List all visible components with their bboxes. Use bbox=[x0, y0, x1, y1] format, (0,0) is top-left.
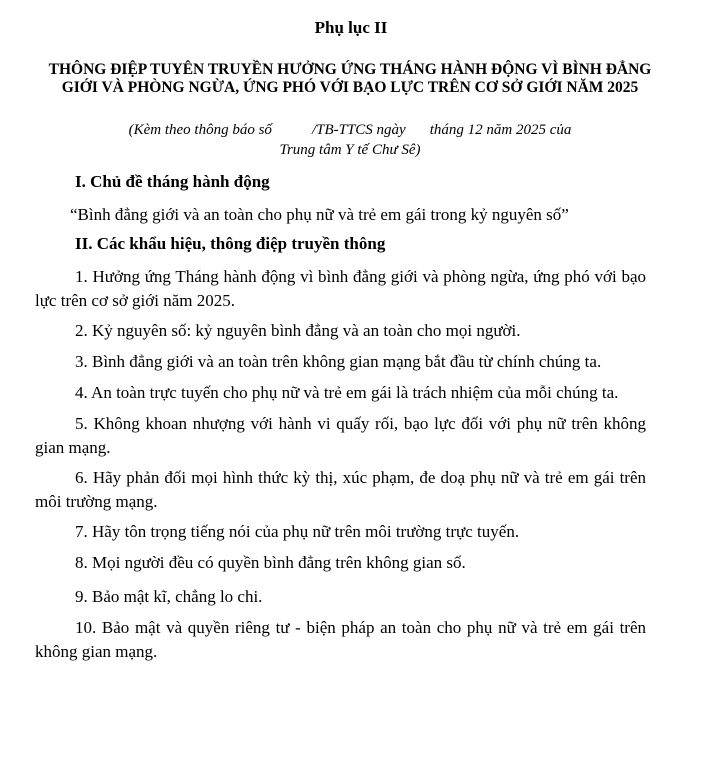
note-part-3: tháng 12 năm 2025 của bbox=[429, 122, 572, 138]
document-title: THÔNG ĐIỆP TUYÊN TRUYỀN HƯỞNG ỨNG THÁNG HÀNH ĐỘNG VÌ BÌNH ĐẲNG GIỚI VÀ PHÒNG NGỪA, ỨNG PHÓ VỚI BẠO LỰC TRÊN CƠ SỞ GIỚI NĂM 2025 bbox=[48, 61, 652, 96]
note-part-2: /TB-TTCS ngày bbox=[311, 122, 406, 138]
slogan-item: 2. Kỷ nguyên số: kỷ nguyên bình đẳng và an toàn cho mọi người. bbox=[75, 321, 521, 340]
slogan-item: 7. Hãy tôn trọng tiếng nói của phụ nữ trên môi trường trực tuyến. bbox=[75, 522, 520, 541]
slogan-item: 9. Bảo mật kĩ, chẳng lo chi. bbox=[75, 587, 263, 606]
slogan-item: 1. Hưởng ứng Tháng hành động vì bình đẳng giới và phòng ngừa, ứng phó với bạo lực trên cơ sở giới năm 2025. bbox=[35, 267, 646, 310]
slogan-item: 8. Mọi người đều có quyền bình đẳng trên không gian số. bbox=[75, 553, 466, 572]
slogan-item: 6. Hãy phản đối mọi hình thức kỳ thị, xúc phạm, đe doạ phụ nữ và trẻ em gái trên môi trường mạng. bbox=[35, 468, 646, 511]
note-line-2: Trung tâm Y tế Chư Sê) bbox=[279, 142, 421, 158]
theme-text: “Bình đẳng giới và an toàn cho phụ nữ và trẻ em gái trong kỷ nguyên số” bbox=[70, 205, 569, 224]
section-2-heading: II. Các khẩu hiệu, thông điệp truyền thông bbox=[75, 234, 386, 253]
slogan-item: 10. Bảo mật và quyền riêng tư - biện pháp an toàn cho phụ nữ và trẻ em gái trên không gian mạng. bbox=[35, 618, 646, 661]
section-1-heading: I. Chủ đề tháng hành động bbox=[75, 172, 270, 191]
appendix-label: Phụ lục II bbox=[314, 18, 388, 37]
slogan-item: 4. An toàn trực tuyến cho phụ nữ và trẻ em gái là trách nhiệm của mỗi chúng ta. bbox=[75, 383, 619, 402]
slogan-item: 5. Không khoan nhượng với hành vi quấy rối, bạo lực đối với phụ nữ trên không gian mạng. bbox=[35, 414, 646, 457]
slogan-item: 3. Bình đẳng giới và an toàn trên không gian mạng bắt đầu từ chính chúng ta. bbox=[75, 352, 602, 371]
attachment-note bbox=[60, 120, 640, 160]
note-part-1: (Kèm theo thông báo số bbox=[128, 122, 272, 138]
